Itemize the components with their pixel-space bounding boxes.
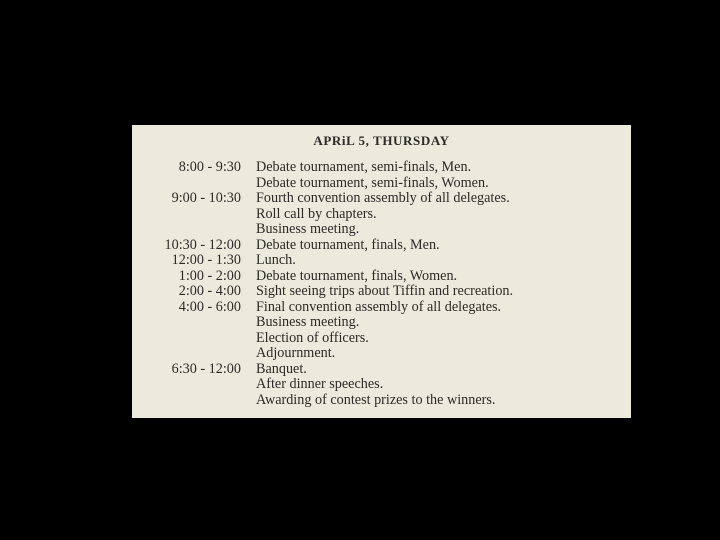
time-range: 10:30 - 12:00 bbox=[164, 236, 241, 253]
schedule-row bbox=[132, 238, 631, 254]
schedule-row bbox=[132, 377, 631, 393]
event-description: Business meeting. bbox=[256, 314, 360, 330]
event-description: Business meeting. bbox=[256, 221, 360, 237]
event-description: Debate tournament, finals, Men. bbox=[256, 236, 440, 253]
event-description: Debate tournament, semi-finals, Women. bbox=[256, 174, 489, 191]
schedule-row bbox=[132, 269, 631, 285]
schedule-row bbox=[132, 207, 631, 223]
schedule-row bbox=[132, 300, 631, 316]
schedule-row bbox=[132, 393, 631, 409]
event-description: Roll call by chapters. bbox=[256, 205, 377, 222]
event-description: Final convention assembly of all delegates. bbox=[256, 298, 502, 315]
event-description: Adjournment. bbox=[256, 345, 336, 361]
schedule-row bbox=[132, 191, 631, 207]
event-description: After dinner speeches. bbox=[256, 376, 384, 392]
time-range: 6:30 - 12:00 bbox=[171, 360, 241, 377]
time-range: 12:00 - 1:30 bbox=[171, 252, 241, 268]
event-description: Banquet. bbox=[256, 360, 307, 377]
time-range: 1:00 - 2:00 bbox=[178, 267, 241, 284]
schedule-row bbox=[132, 284, 631, 300]
schedule-row bbox=[132, 176, 631, 192]
schedule-row bbox=[132, 346, 631, 362]
event-description: Fourth convention assembly of all delegates. bbox=[256, 190, 510, 206]
schedule-heading: APRiL 5, THURSDAY bbox=[313, 133, 450, 148]
event-description: Awarding of contest prizes to the winners. bbox=[256, 391, 496, 408]
time-range: 8:00 - 9:30 bbox=[178, 159, 241, 175]
scanned-schedule-page bbox=[132, 125, 631, 418]
event-description: Sight seeing trips about Tiffin and recreation. bbox=[256, 283, 514, 299]
time-range: 4:00 - 6:00 bbox=[178, 298, 241, 315]
event-description: Debate tournament, finals, Women. bbox=[256, 267, 458, 284]
schedule-row bbox=[132, 362, 631, 378]
schedule-row bbox=[132, 315, 631, 331]
schedule-row bbox=[132, 253, 631, 269]
event-description: Election of officers. bbox=[256, 329, 369, 346]
time-range: 9:00 - 10:30 bbox=[171, 190, 241, 206]
schedule-row bbox=[132, 331, 631, 347]
event-description: Debate tournament, semi-finals, Men. bbox=[256, 159, 472, 175]
event-description: Lunch. bbox=[256, 252, 296, 268]
schedule-row bbox=[132, 222, 631, 238]
time-range: 2:00 - 4:00 bbox=[178, 283, 241, 299]
schedule-row bbox=[132, 160, 631, 176]
